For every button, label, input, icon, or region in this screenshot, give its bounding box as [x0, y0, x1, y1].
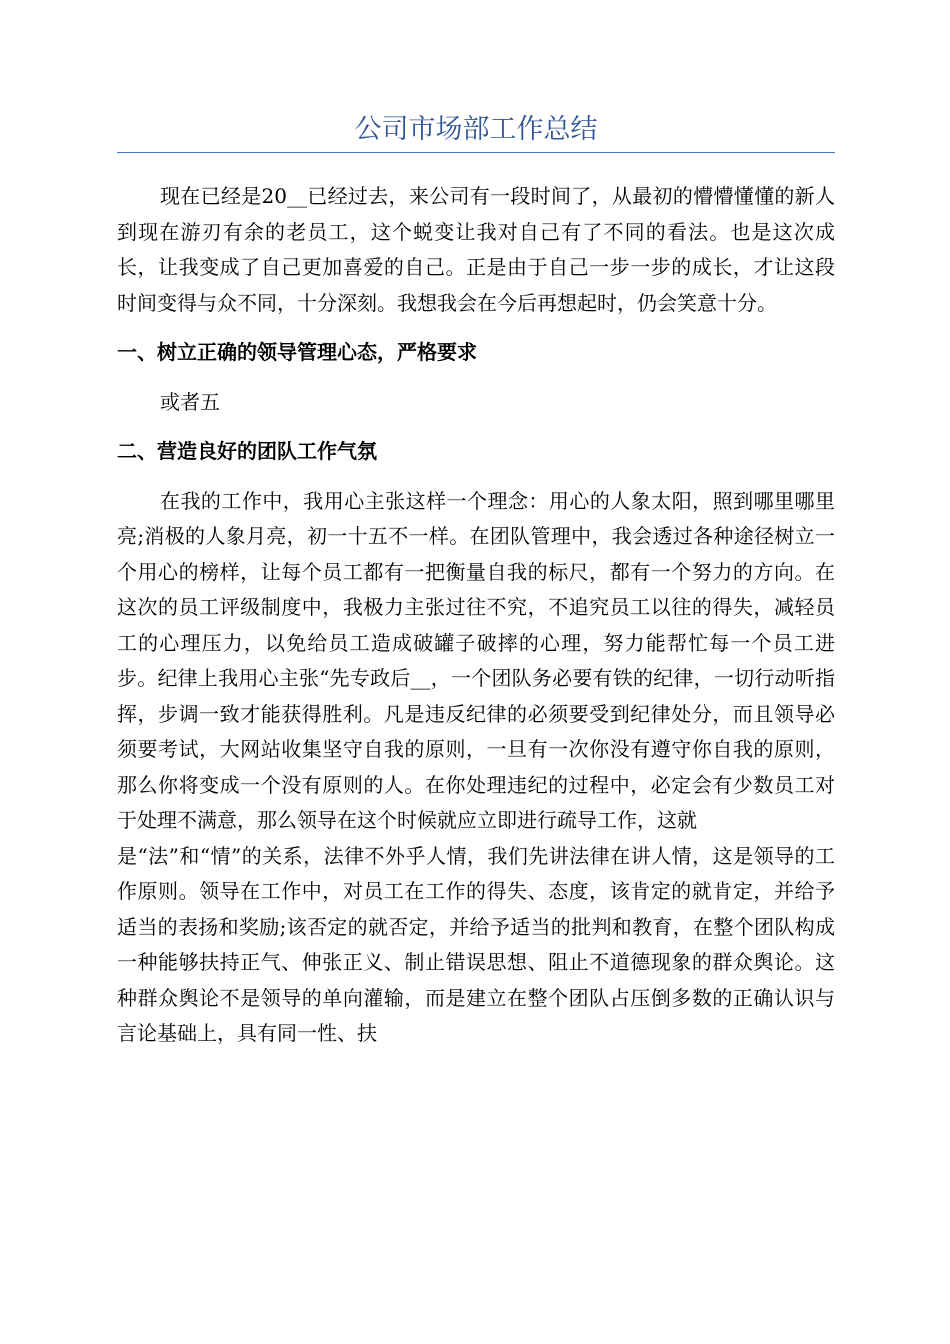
- spacer: [117, 420, 835, 434]
- spacer: [117, 371, 835, 385]
- section-1-heading: 一、树立正确的领导管理心态，严格要求: [117, 340, 477, 364]
- spacer: [117, 321, 835, 335]
- intro-paragraph: 现在已经是20__已经过去，来公司有一段时间了，从最初的懵懵懂懂的新人到现在游刃有余的老员工，这个蜕变让我对自己有了不同的看法。也是这次成长，让我变成了自己更加喜爱的自己。正是由于自己一步一步的成长，才让这段时间变得与众不同，十分深刻。我想我会在今后再想起时，仍会笑意十分。: [117, 184, 835, 315]
- page-content: [117, 110, 835, 1052]
- section-1-paragraph: 或者五: [160, 389, 220, 414]
- spacer: [117, 470, 835, 484]
- title-underline: [117, 152, 835, 153]
- section-2-paragraph-b: 是“法”和“情”的关系，法律不外乎人情，我们先讲法律在讲人情，这是领导的工作原则。领导在工作中，对员工在工作的得失、态度，该肯定的就肯定，并给予适当的表扬和奖励;该否定的就否定，并给予适当的批判和教育，在整个团队构成一种能够扶持正气、伸张正义、制止错误思想、阻止不道德现象的群众舆论。这种群众舆论不是领导的单向灌输，而是建立在整个团队占压倒多数的正确认识与言论基础上，具有同一性、扶: [117, 843, 835, 1045]
- document-title: 公司市场部工作总结: [354, 114, 598, 145]
- section-2-paragraph-a: 在我的工作中，我用心主张这样一个理念：用心的人象太阳，照到哪里哪里亮;消极的人象月亮，初一十五不一样。在团队管理中，我会透过各种途径树立一个用心的榜样，让每个员工都有一把衡量自我的标尺，都有一个努力的方向。在这次的员工评级制度中，我极力主张过往不究，不追究员工以往的得失，减轻员工的心理压力，以免给员工造成破罐子破摔的心理，努力能帮忙每一个员工进步。纪律上我用心主张“先专政后__，一个团队务必要有铁的纪律，一切行动听指挥，步调一致才能获得胜利。凡是违反纪律的必须要受到纪律处分，而且领导必须要考试，大网站收集坚守自我的原则，一旦有一次你没有遵守你自我的原则，那么你将变成一个没有原则的人。在你处理违纪的过程中，必定会有少数员工对于处理不满意，那么领导在这个时候就应立即进行疏导工作，这就: [117, 488, 835, 832]
- section-2-heading: 二、营造良好的团队工作气氛: [117, 439, 377, 463]
